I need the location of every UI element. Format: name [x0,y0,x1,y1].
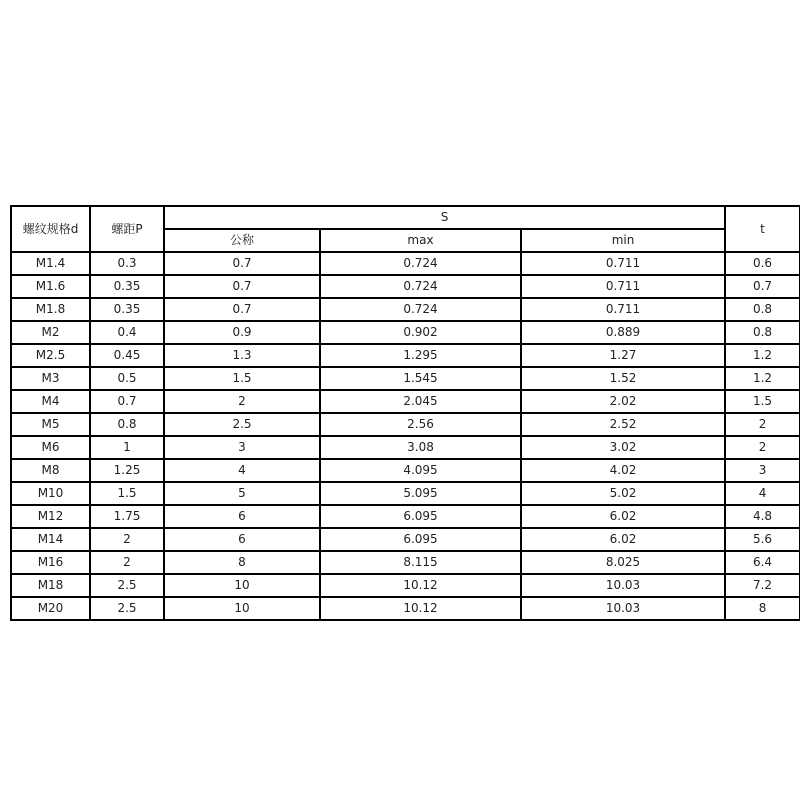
cell-nominal: 2.5 [164,413,320,436]
table-row [11,275,800,298]
cell-t: 4.8 [725,505,800,528]
cell-min: 8.025 [521,551,725,574]
cell-thread-spec: M5 [11,413,90,436]
cell-min: 1.27 [521,344,725,367]
header-s: S [164,206,725,229]
cell-min: 10.03 [521,597,725,620]
cell-pitch: 0.45 [90,344,164,367]
cell-max: 10.12 [320,574,521,597]
cell-thread-spec: M12 [11,505,90,528]
cell-thread-spec: M6 [11,436,90,459]
cell-pitch: 2.5 [90,574,164,597]
header-nominal: 公称 [164,229,320,252]
cell-t: 3 [725,459,800,482]
cell-max: 2.045 [320,390,521,413]
cell-max: 2.56 [320,413,521,436]
cell-pitch: 1 [90,436,164,459]
table-row [11,574,800,597]
table-row [11,367,800,390]
cell-pitch: 2 [90,528,164,551]
cell-max: 1.545 [320,367,521,390]
cell-thread-spec: M1.8 [11,298,90,321]
cell-thread-spec: M10 [11,482,90,505]
table-row [11,344,800,367]
header-thread-spec: 螺纹规格d [11,206,90,252]
cell-max: 0.724 [320,298,521,321]
cell-pitch: 0.4 [90,321,164,344]
table-row [11,459,800,482]
cell-max: 1.295 [320,344,521,367]
cell-t: 0.6 [725,252,800,275]
cell-thread-spec: M3 [11,367,90,390]
cell-pitch: 0.5 [90,367,164,390]
cell-nominal: 8 [164,551,320,574]
cell-thread-spec: M1.6 [11,275,90,298]
cell-min: 6.02 [521,505,725,528]
header-min: min [521,229,725,252]
cell-min: 1.52 [521,367,725,390]
cell-max: 0.724 [320,275,521,298]
cell-min: 0.711 [521,252,725,275]
cell-thread-spec: M18 [11,574,90,597]
cell-t: 0.7 [725,275,800,298]
cell-nominal: 5 [164,482,320,505]
header-max: max [320,229,521,252]
cell-thread-spec: M8 [11,459,90,482]
cell-thread-spec: M2.5 [11,344,90,367]
cell-nominal: 1.5 [164,367,320,390]
cell-min: 4.02 [521,459,725,482]
header-row-top [11,206,800,229]
cell-pitch: 0.3 [90,252,164,275]
cell-nominal: 0.7 [164,275,320,298]
cell-min: 0.711 [521,298,725,321]
cell-max: 4.095 [320,459,521,482]
cell-max: 0.902 [320,321,521,344]
header-pitch: 螺距P [90,206,164,252]
cell-nominal: 0.7 [164,298,320,321]
cell-t: 7.2 [725,574,800,597]
cell-max: 8.115 [320,551,521,574]
cell-nominal: 2 [164,390,320,413]
cell-t: 4 [725,482,800,505]
cell-t: 8 [725,597,800,620]
cell-max: 5.095 [320,482,521,505]
table-row [11,252,800,275]
table-row [11,551,800,574]
cell-min: 10.03 [521,574,725,597]
table-row [11,413,800,436]
cell-nominal: 6 [164,505,320,528]
cell-thread-spec: M20 [11,597,90,620]
cell-nominal: 10 [164,574,320,597]
cell-t: 0.8 [725,321,800,344]
cell-max: 6.095 [320,528,521,551]
cell-pitch: 0.35 [90,298,164,321]
cell-t: 0.8 [725,298,800,321]
table-row [11,597,800,620]
cell-max: 0.724 [320,252,521,275]
cell-min: 3.02 [521,436,725,459]
cell-pitch: 1.5 [90,482,164,505]
cell-min: 5.02 [521,482,725,505]
cell-pitch: 1.75 [90,505,164,528]
cell-max: 10.12 [320,597,521,620]
table-row [11,321,800,344]
cell-t: 2 [725,436,800,459]
table-row [11,482,800,505]
cell-nominal: 4 [164,459,320,482]
cell-pitch: 0.8 [90,413,164,436]
cell-pitch: 0.7 [90,390,164,413]
cell-pitch: 2.5 [90,597,164,620]
cell-min: 2.52 [521,413,725,436]
cell-t: 1.2 [725,367,800,390]
cell-nominal: 0.7 [164,252,320,275]
table-row [11,528,800,551]
header-t: t [725,206,800,252]
cell-t: 6.4 [725,551,800,574]
table-header [11,206,800,252]
cell-nominal: 0.9 [164,321,320,344]
cell-nominal: 1.3 [164,344,320,367]
cell-nominal: 10 [164,597,320,620]
cell-t: 5.6 [725,528,800,551]
cell-min: 0.711 [521,275,725,298]
cell-max: 3.08 [320,436,521,459]
table-row [11,505,800,528]
table-row [11,390,800,413]
spec-table-container [10,205,799,621]
cell-nominal: 3 [164,436,320,459]
cell-pitch: 2 [90,551,164,574]
table-row [11,298,800,321]
cell-t: 1.2 [725,344,800,367]
cell-pitch: 0.35 [90,275,164,298]
table-row [11,436,800,459]
cell-min: 6.02 [521,528,725,551]
cell-thread-spec: M14 [11,528,90,551]
spec-table [10,205,800,621]
cell-thread-spec: M1.4 [11,252,90,275]
cell-t: 2 [725,413,800,436]
cell-thread-spec: M2 [11,321,90,344]
cell-t: 1.5 [725,390,800,413]
cell-min: 0.889 [521,321,725,344]
cell-thread-spec: M4 [11,390,90,413]
table-body [11,252,800,620]
cell-thread-spec: M16 [11,551,90,574]
cell-pitch: 1.25 [90,459,164,482]
cell-min: 2.02 [521,390,725,413]
cell-nominal: 6 [164,528,320,551]
cell-max: 6.095 [320,505,521,528]
